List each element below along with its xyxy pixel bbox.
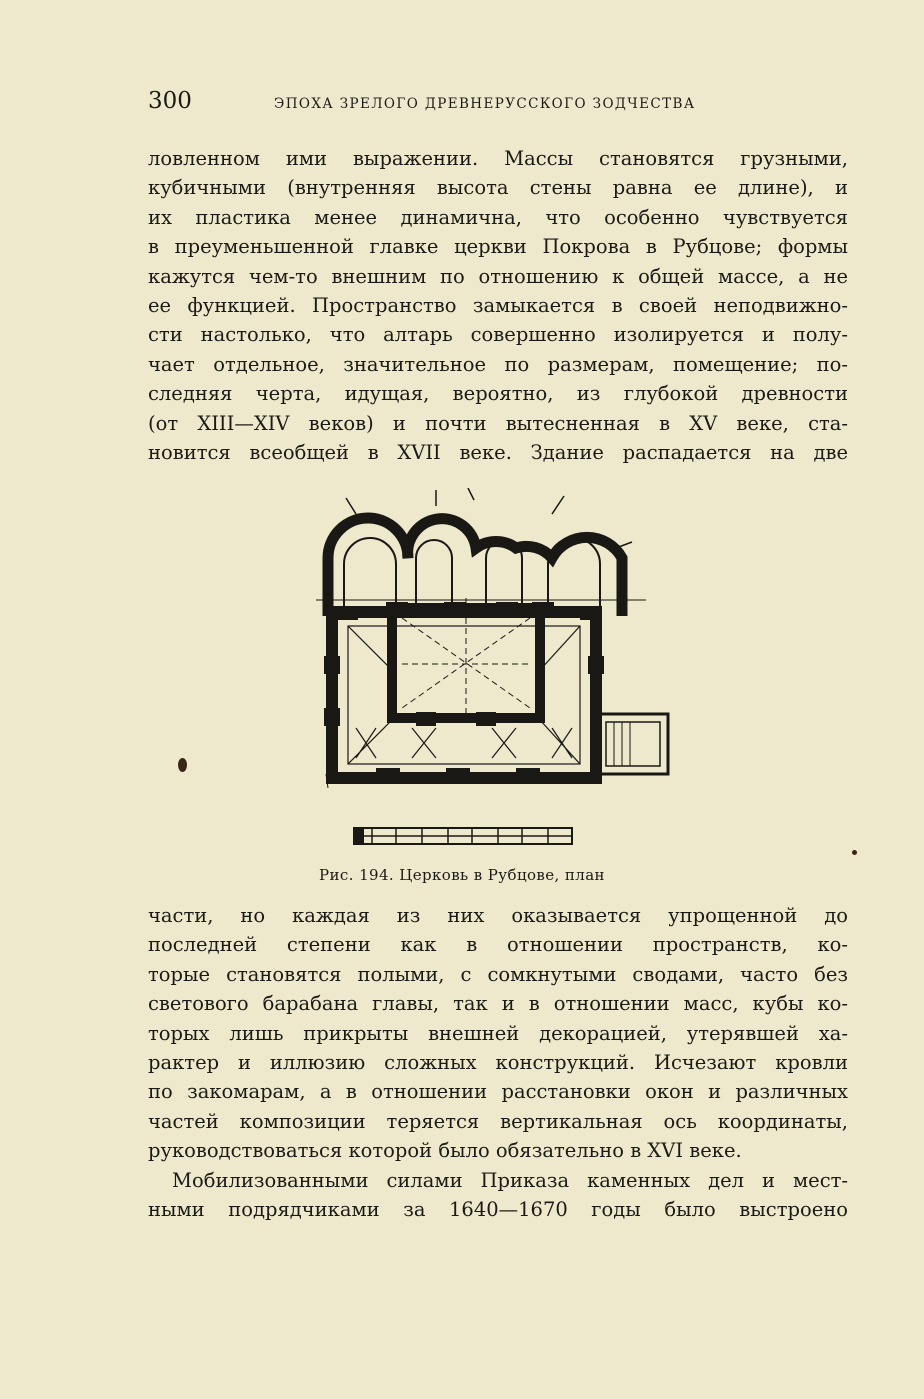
- text-line: части, но каждая из них оказывается упрощенной до: [148, 904, 848, 927]
- text-line: следняя черта, идущая, вероятно, из глубокой древности: [148, 382, 848, 406]
- text-line: рактер и иллюзию сложных конструкций. Исчезают кровли: [148, 1051, 848, 1075]
- church-floor-plan: [316, 488, 676, 788]
- body-text-bottom: [148, 901, 848, 1224]
- text-line: кажутся чем-то внешним по отношению к общей массе, а не: [148, 264, 848, 288]
- text-line: руководствоваться которой было обязательно в XVI веке.: [148, 1139, 742, 1163]
- text-line: чает отдельное, значительное по размерам, помещение; по-: [148, 352, 848, 376]
- body-text-top: [148, 144, 848, 467]
- ink-speck: [178, 758, 187, 772]
- figure-caption: Рис. 194. Церковь в Рубцове, план: [319, 866, 605, 884]
- text-line: (от XIII—XIV веков) и почти вытесненная в XV веке, ста-: [148, 411, 848, 435]
- text-line: торые становятся полыми, с сомкнутыми сводами, часто без: [148, 962, 848, 986]
- scale-bar: [352, 822, 576, 850]
- text-line: ее функцией. Пространство замыкается в своей неподвижно-: [148, 294, 848, 318]
- text-line: сти настолько, что алтарь совершенно изолируется и полу-: [148, 323, 848, 347]
- text-line: ловленном ими выражении. Массы становятся грузными,: [148, 147, 848, 170]
- text-line: торых лишь прикрыты внешней декорацией, утерявшей ха-: [148, 1021, 848, 1045]
- text-line: новится всеобщей в XVII веке. Здание распадается на две: [148, 441, 848, 465]
- text-line: кубичными (внутренняя высота стены равна ее длине), и: [148, 176, 848, 200]
- text-line: их пластика менее динамична, что особенно чувствуется: [148, 205, 848, 229]
- text-line: в преуменьшенной главке церкви Покрова в Рубцове; формы: [148, 235, 848, 259]
- text-line: ными подрядчиками за 1640—1670 годы было выстроено: [148, 1198, 848, 1222]
- page-header: [148, 88, 738, 118]
- text-line: светового барабана главы, так и в отношении масс, кубы ко-: [148, 992, 848, 1016]
- text-line: Мобилизованными силами Приказа каменных дел и мест-: [172, 1168, 848, 1192]
- text-line: по закомарам, а в отношении расстановки окон и различных: [148, 1080, 848, 1104]
- page-number: 300: [148, 88, 192, 114]
- ink-speck: [852, 850, 857, 855]
- text-line: последней степени как в отношении пространств, ко-: [148, 933, 848, 957]
- running-title: ЭПОХА ЗРЕЛОГО ДРЕВНЕРУССКОГО ЗОДЧЕСТВА: [274, 96, 696, 112]
- text-line: частей композиции теряется вертикальная ось координаты,: [148, 1109, 848, 1133]
